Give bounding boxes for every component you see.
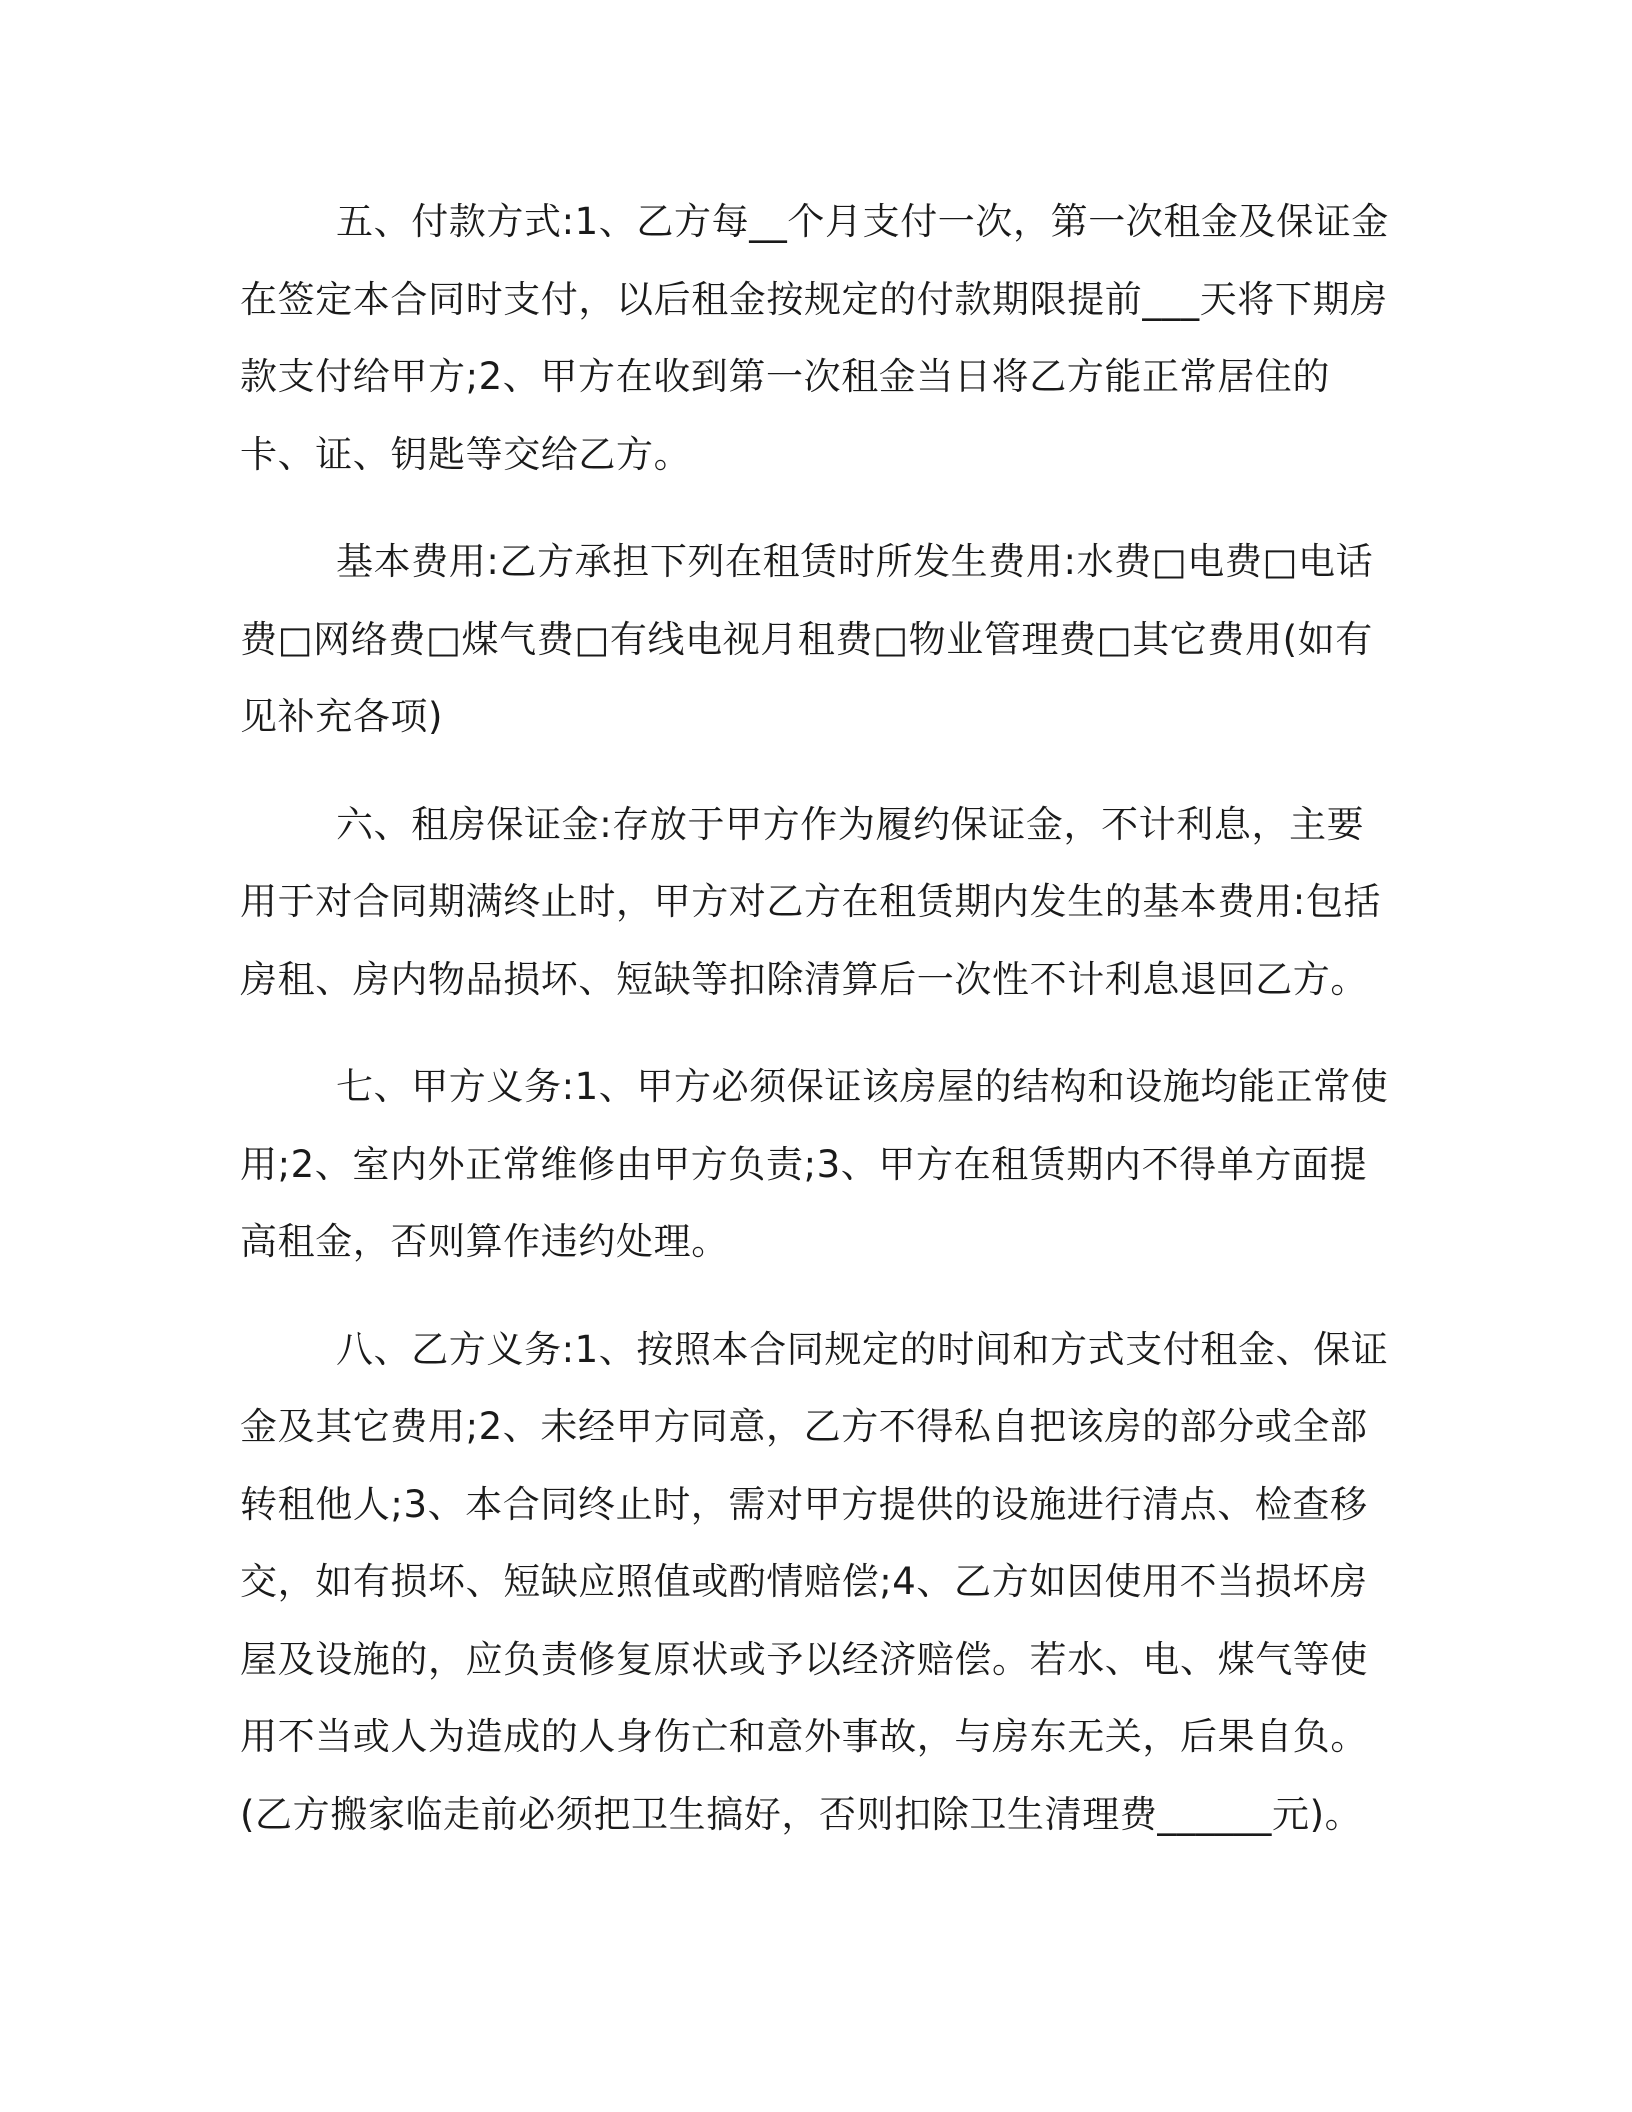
paragraph-spacer [240,493,1390,523]
paragraph-spacer [240,1281,1390,1311]
paragraph-tenant-obligations: 八、乙方义务:1、按照本合同规定的时间和方式支付租金、保证金及其它费用;2、未经甲方同意，乙方不得私自把该房的部分或全部转租他人;3、本合同终止时，需对甲方提供的设施进行清点、检查移交，如有损坏、短缺应照值或酌情赔偿;4、乙方如因使用不当损坏房屋及设施的，应负责修复原状或予以经济赔偿。若水、电、煤气等使用不当或人为造成的人身伤亡和意外事故，与房东无关，后果自负。(乙方搬家临走前必须把卫生搞好，否则扣除卫生清理费______元)。 [240,1327,1389,1836]
paragraph-spacer [240,1018,1390,1048]
paragraph-deposit: 六、租房保证金:存放于甲方作为履约保证金，不计利息，主要用于对合同期满终止时，甲方对乙方在租赁期内发生的基本费用:包括房租、房内物品损坏、短缺等扣除清算后一次性不计利息退回乙方。 [240,802,1382,1001]
paragraph-payment-method: 五、付款方式:1、乙方每__个月支付一次，第一次租金及保证金在签定本合同时支付，以后租金按规定的付款期限提前___天将下期房款支付给甲方;2、甲方在收到第一次租金当日将乙方能正常居住的卡、证、钥匙等交给乙方。 [240,200,1390,476]
paragraph-landlord-obligations: 七、甲方义务:1、甲方必须保证该房屋的结构和设施均能正常使用;2、室内外正常维修由甲方负责;3、甲方在租赁期内不得单方面提高租金，否则算作违约处理。 [240,1065,1389,1263]
paragraph-spacer [240,756,1390,786]
paragraph-basic-fees: 基本费用:乙方承担下列在租赁时所发生费用:水费□电费□电话费□网络费□煤气费□有线电视月租费□物业管理费□其它费用(如有见补充各项) [240,540,1374,738]
document-body [240,183,1390,1853]
